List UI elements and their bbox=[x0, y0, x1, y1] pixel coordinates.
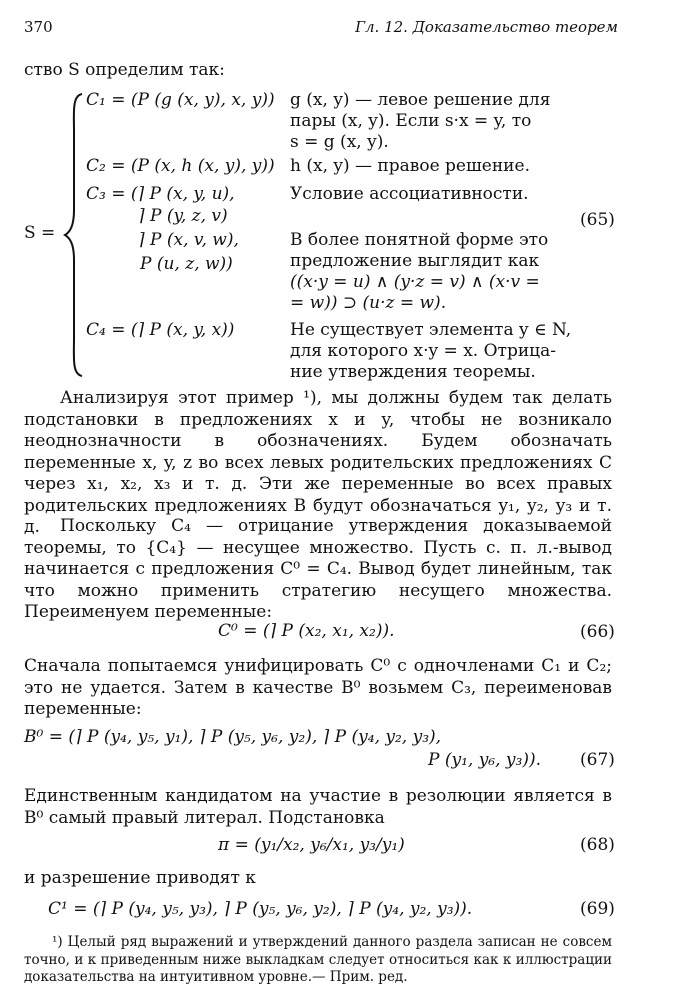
eq66-formula: C⁰ = (⌉ P (x₂, x₁, x₂)). bbox=[218, 621, 395, 641]
footnote: ¹) Целый ряд выражений и утверждений данного раздела записан не совсем точно, и к приведенным ниже выкладкам следует относиться как к иллюстрации доказательства на интуитивном уровне.— Прим. ред. bbox=[24, 934, 612, 985]
c4-comment-2: для которого x·y = x. Отрица- bbox=[290, 341, 556, 361]
eq68-formula: π = (y₁/x₂, y₆/x₁, y₃/y₁) bbox=[218, 835, 405, 855]
definition-lhs: S = bbox=[24, 223, 56, 243]
c3-comment-1: Условие ассоциативности. bbox=[290, 184, 529, 204]
c2-comment-1: h (x, y) — правое решение. bbox=[290, 156, 530, 176]
eq69-number: (69) bbox=[580, 899, 615, 919]
c3-comment-3: В более понятной форме это bbox=[290, 230, 549, 250]
paragraph-4: Единственным кандидатом на участие в резолюции является в B⁰ самый правый литерал. Подстановка bbox=[24, 786, 612, 828]
page-number: 370 bbox=[24, 18, 53, 36]
paragraph-2: Поскольку C₄ — отрицание утверждения доказываемой теоремы, то {C₄} — несущее множество. Пусть с. п. л.-вывод начинается с предложения C⁰ = C₄. Вывод будет линейным, так что можно применить стратегию несущего множества. Переименуем переменные: bbox=[24, 516, 612, 622]
left-brace bbox=[62, 92, 86, 378]
eq69-formula: C¹ = (⌉ P (y₄, y₅, y₃), ⌉ P (y₅, y₆, y₂), ⌉ P (y₄, y₂, y₃)). bbox=[48, 899, 473, 919]
clause-c1: C₁ = (P (g (x, y), x, y)) bbox=[86, 90, 275, 110]
eq68-number: (68) bbox=[580, 835, 615, 855]
clause-c3: C₃ = (⌉ P (x, y, u), bbox=[86, 184, 235, 204]
clause-c4: C₄ = (⌉ P (x, y, x)) bbox=[86, 320, 235, 340]
eq67-line2: P (y₁, y₆, y₃)). bbox=[428, 750, 542, 770]
c4-comment-3: ние утверждения теоремы. bbox=[290, 362, 536, 382]
c4-comment-1: Не существует элемента y ∈ N, bbox=[290, 320, 572, 340]
c3-comment-5: ((x·y = u) ∧ (y·z = v) ∧ (x·v = bbox=[290, 272, 540, 292]
paragraph-3: Сначала попытаемся унифицировать C⁰ с одночленами C₁ и C₂; это не удается. Затем в качестве B⁰ возьмем C₃, переименовав переменные: bbox=[24, 656, 612, 719]
clause-c3-cont-2: ⌉ P (x, v, w), bbox=[138, 230, 239, 250]
eq67-line1: B⁰ = (⌉ P (y₄, y₅, y₁), ⌉ P (y₅, y₆, y₂), ⌉ P (y₄, y₂, y₃), bbox=[24, 727, 442, 747]
intro-text: ство S определим так: bbox=[24, 60, 225, 80]
clause-c3-cont-1: ⌉ P (y, z, v) bbox=[138, 206, 228, 226]
clause-c2: C₂ = (P (x, h (x, y), y)) bbox=[86, 156, 275, 176]
eq67-number: (67) bbox=[580, 750, 615, 770]
eq65-number: (65) bbox=[580, 210, 615, 230]
c1-comment-1: g (x, y) — левое решение для bbox=[290, 90, 551, 110]
c3-comment-4: предложение выглядит как bbox=[290, 251, 540, 271]
clause-c3-cont-3: P (u, z, w)) bbox=[140, 254, 233, 274]
paragraph-5: и разрешение приводят к bbox=[24, 868, 256, 888]
chapter-title: Гл. 12. Доказательство теорем bbox=[355, 18, 618, 36]
eq66-number: (66) bbox=[580, 622, 615, 642]
c1-comment-3: s = g (x, y). bbox=[290, 132, 389, 152]
c1-comment-2: пары (x, y). Если s·x = y, то bbox=[290, 111, 532, 131]
c3-comment-6: = w)) ⊃ (u·z = w). bbox=[290, 293, 447, 313]
paragraph-1: Анализируя этот пример ¹), мы должны будем так делать подстановки в предложениях x и y, чтобы не возникало неоднозначности в обозначениях. Будем обозначать переменные x, y, z во всех левых родительских предложениях C через x₁, x₂, x₃ и т. д. Эти же переменные во всех правых родительских предложениях B будут обозначаться y₁, y₂, y₃ и т. д. bbox=[24, 388, 612, 537]
